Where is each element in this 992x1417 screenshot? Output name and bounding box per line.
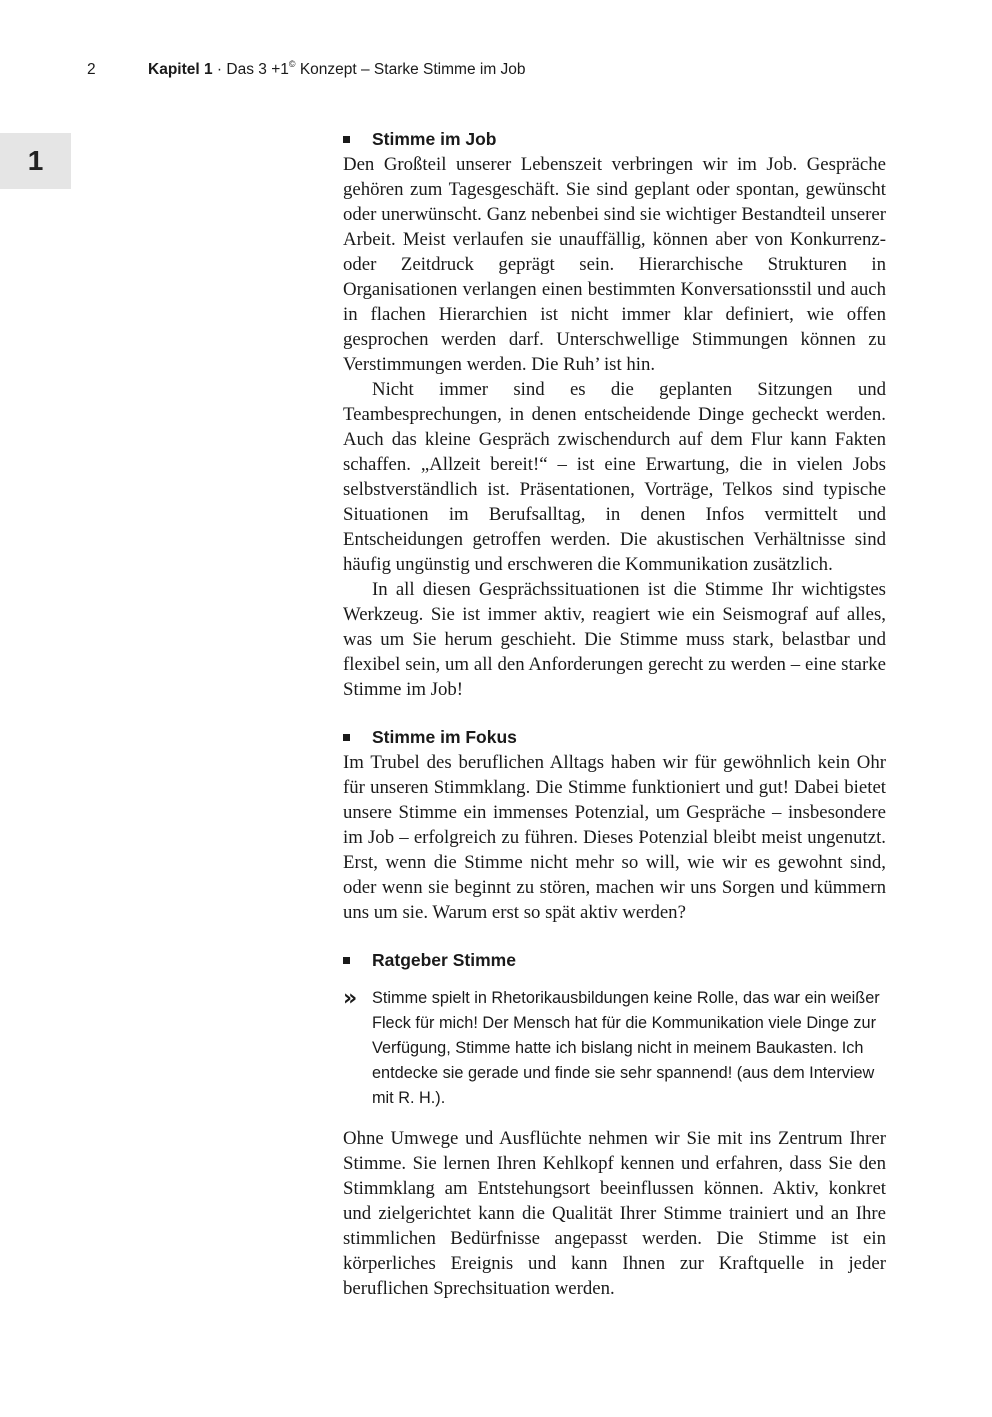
section-heading-stimme-im-fokus bbox=[343, 725, 886, 750]
chapter-tab: 1 bbox=[0, 133, 71, 189]
copyright-mark: © bbox=[288, 59, 296, 69]
header-separator: · bbox=[212, 61, 227, 78]
section-heading-text: Ratgeber Stimme bbox=[372, 950, 516, 970]
body-paragraph: Den Großteil unserer Lebenszeit verbringen wir im Job. Gespräche gehören zum Tagesgeschäft. Sie sind geplant oder spontan, gewünscht oder unerwünscht. Ganz nebenbei sind sie wichtiger Bestandteil unserer Arbeit. Meist verlaufen sie unauffällig, können aber von Konkurrenz- oder Zeitdruck geprägt sein. Hierarchische Strukturen in Organisationen verlangen einen bestimmten Konversationsstil und auch in flachen Hierarchien ist nicht immer klar definiert, wie offen gesprochen werden darf. Unterschwellige Stimmungen können zu Verstimmungen werden. Die Ruh’ ist hin. bbox=[343, 154, 886, 375]
running-head-title bbox=[148, 61, 526, 79]
page-number: 2 bbox=[87, 61, 96, 78]
section-heading-stimme-im-job bbox=[343, 127, 886, 152]
body-paragraph: In all diesen Gesprächssituationen ist die Stimme Ihr wichtigstes Werkzeug. Sie ist immer aktiv, reagiert wie ein Seismograf auf alles, was um Sie herum geschieht. Die Stimme muss stark, belastbar und flexibel sein, um all den Anforderungen gerecht zu werden – eine starke Stimme im Job! bbox=[343, 579, 886, 700]
interview-quote bbox=[343, 986, 886, 1111]
main-content bbox=[343, 127, 886, 1301]
body-paragraph: Nicht immer sind es die geplanten Sitzungen und Teambesprechungen, in denen entscheidende Dinge gecheckt werden. Auch das kleine Gespräch zwischendurch auf dem Flur kann Fakten schaffen. „Allzeit bereit!“ – ist eine Erwartung, die in vielen Jobs selbstverständlich ist. Präsentationen, Vorträge, Telkos sind typische Situationen im Berufsalltag, in denen Infos vermittelt und Entscheidungen getroffen werden. Die akustischen Verhältnisse sind häufig ungünstig und erschweren die Kommunikation zusätzlich. bbox=[343, 379, 886, 575]
square-bullet-icon bbox=[343, 734, 350, 741]
square-bullet-icon bbox=[343, 957, 350, 964]
header-title-pre: Das 3 +1 bbox=[226, 61, 289, 78]
body-paragraph: Ohne Umwege und Ausflüchte nehmen wir Sie mit ins Zentrum Ihrer Stimme. Sie lernen Ihren Kehlkopf kennen und erfahren, dass Sie den Stimmklang am Entstehungsort beeinflussen können. Aktiv, konkret und zielgerichtet kann die Qualität Ihrer Stimme trainiert und an Ihre stimmlichen Bedürfnisse angepasst werden. Die Stimme ist ein körperliches Ereignis und kann Ihnen zur Kraftquelle in jeder beruflichen Sprechsituation werden. bbox=[343, 1128, 886, 1299]
body-paragraph: Im Trubel des beruflichen Alltags haben wir für gewöhnlich kein Ohr für unseren Stimmklang. Die Stimme funktioniert und gut! Dabei bietet unsere Stimme ein immenses Potenzial, um Gespräche – insbesondere im Job – erfolgreich zu führen. Dieses Potenzial bleibt meist ungenutzt. Erst, wenn die Stimme nicht mehr so will, wie wir es gewohnt sind, oder wenn sie beginnt zu stören, machen wir uns Sorgen und kümmern uns um sie. Warum erst so spät aktiv werden? bbox=[343, 752, 886, 923]
quote-text: Stimme spielt in Rhetorikausbildungen keine Rolle, das war ein weißer Fleck für mich! Der Mensch hat für die Kommunikation viele Dinge zur Verfügung, Stimme hatte ich bislang nicht in meinem Baukasten. Ich entdecke sie gerade und finde sie sehr spannend! (aus dem Interview mit R. H.). bbox=[372, 989, 880, 1107]
quote-chevron-icon: » bbox=[343, 986, 358, 1011]
section-heading-text: Stimme im Fokus bbox=[372, 727, 517, 747]
section-heading-ratgeber-stimme bbox=[343, 948, 886, 973]
chapter-label: Kapitel 1 bbox=[148, 61, 213, 78]
running-head bbox=[0, 61, 992, 83]
header-title-post: Konzept – Starke Stimme im Job bbox=[295, 61, 526, 78]
square-bullet-icon bbox=[343, 136, 350, 143]
section-heading-text: Stimme im Job bbox=[372, 129, 497, 149]
